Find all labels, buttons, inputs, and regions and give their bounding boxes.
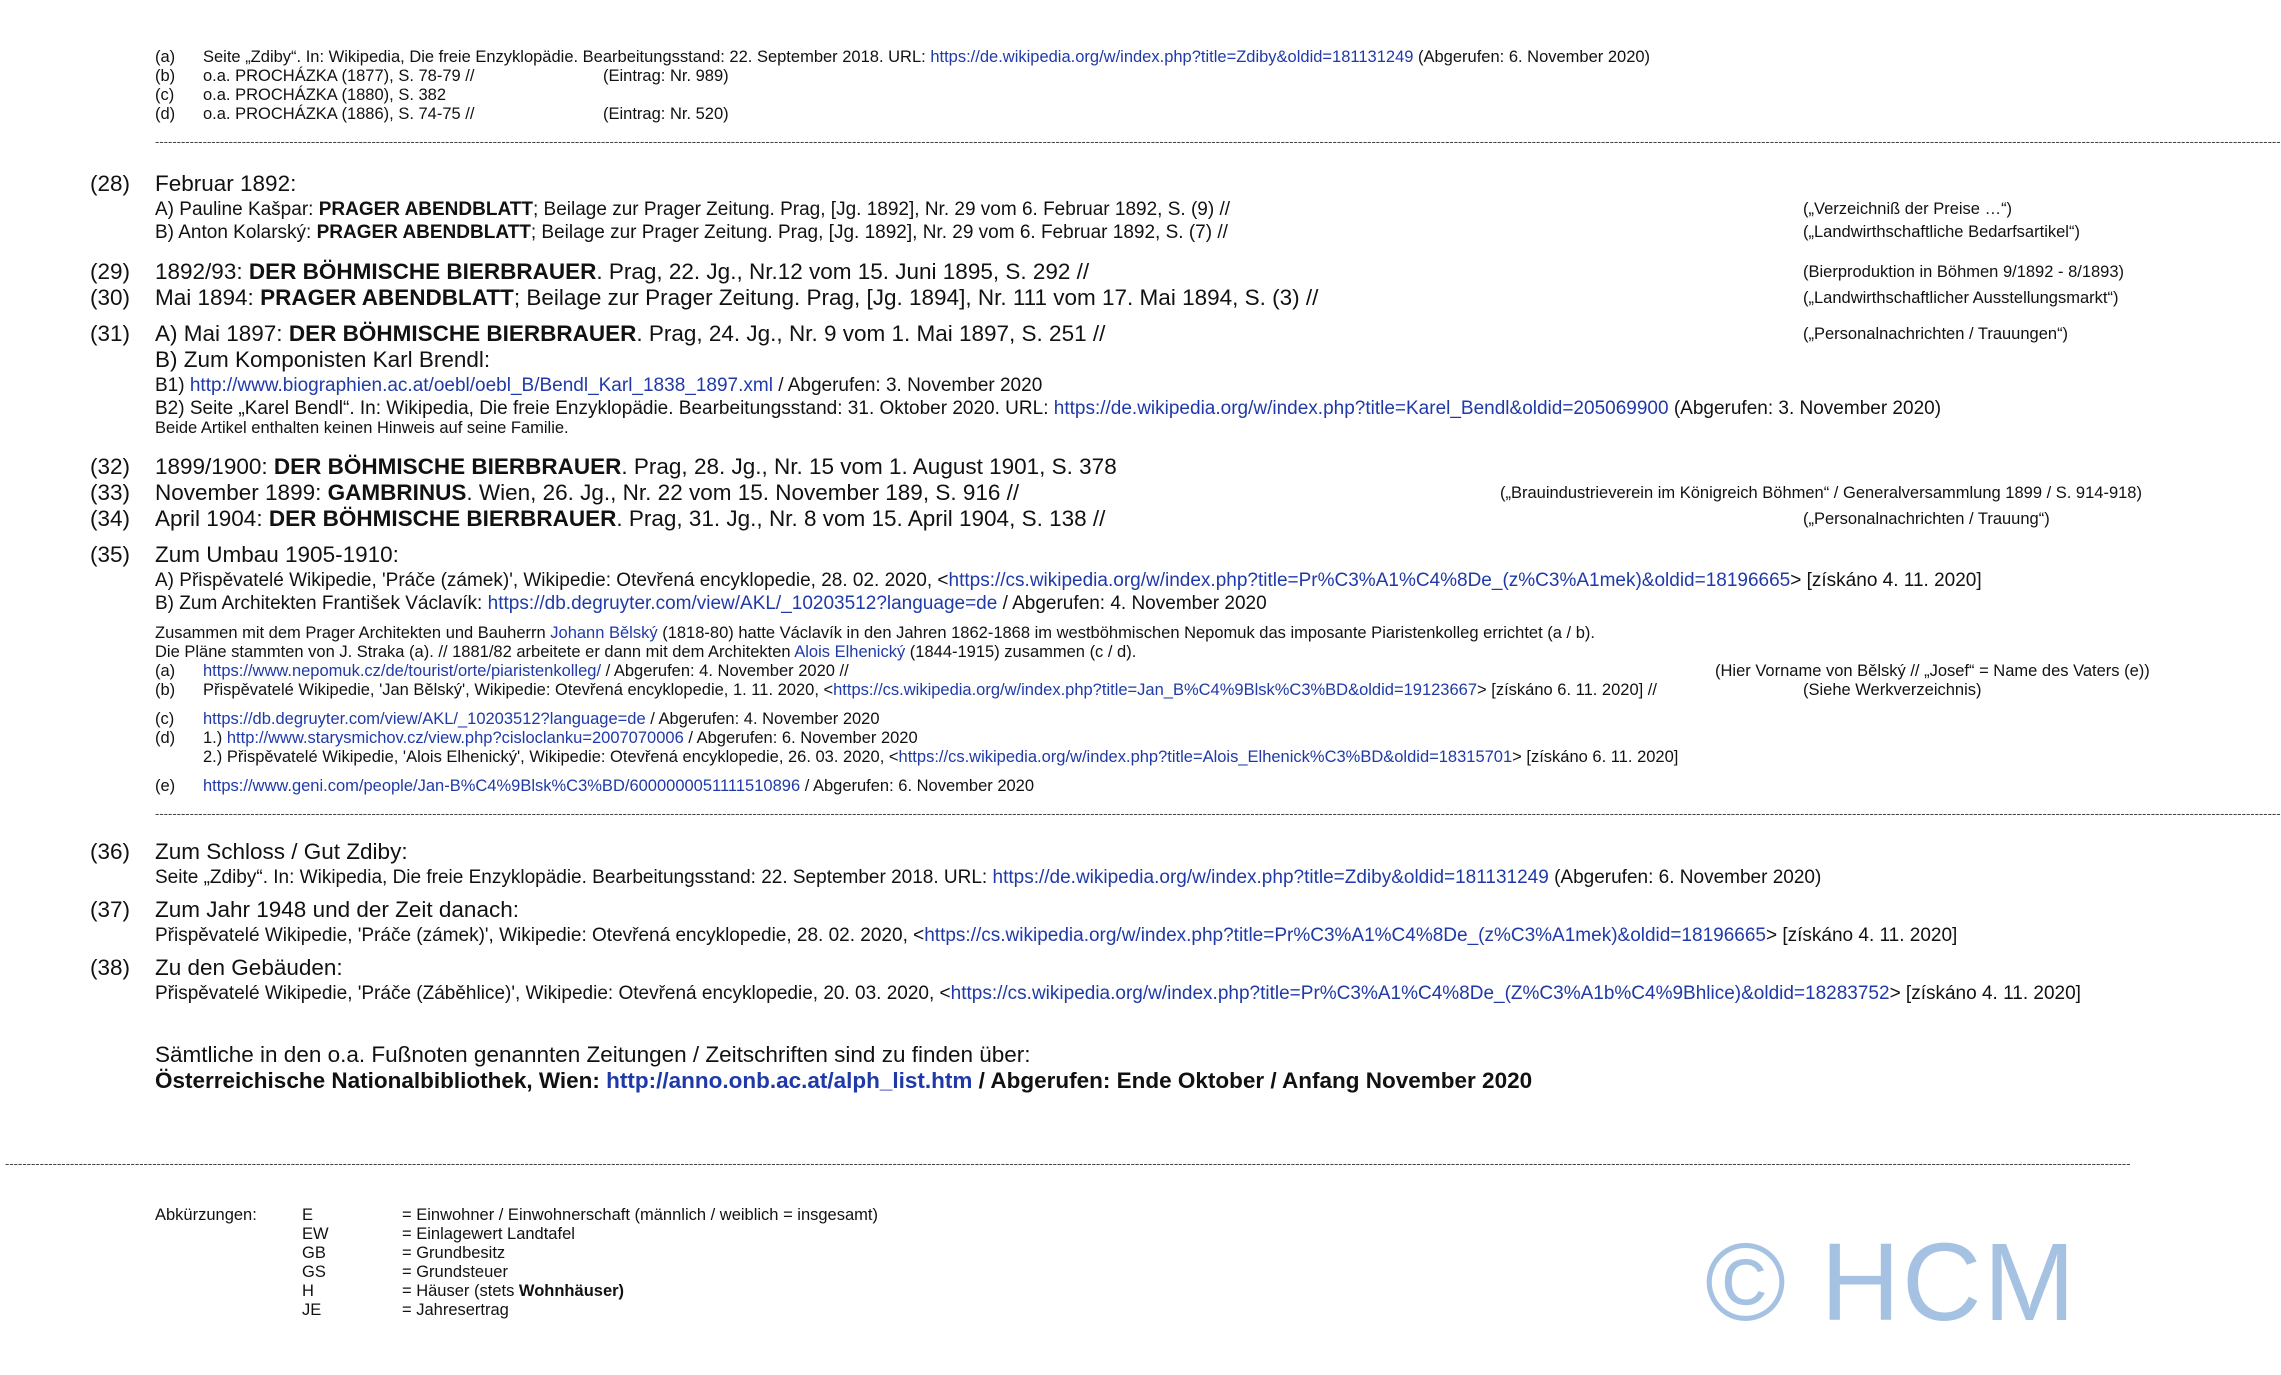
abbr-key: H xyxy=(302,1282,314,1300)
ref-label: (a) xyxy=(155,48,176,66)
footnote-remark: Beide Artikel enthalten keinen Hinweis auf seine Familie. xyxy=(155,419,569,437)
abbr-bold: Wohnhäuser) xyxy=(518,1282,625,1300)
footnote-number: (32) xyxy=(90,454,131,479)
sub-ref-b xyxy=(155,681,1657,700)
footnote-line xyxy=(155,285,1318,311)
ref-text: Seite „Zdiby“. In: Wikipedia, Die freie Enzyklopädie. Bearbeitungsstand: 22. September 2018. URL: xyxy=(203,48,931,66)
footnote-note: („Landwirthschaftliche Bedarfsartikel“) xyxy=(1803,223,2080,241)
text: > [získáno 4. 11. 2020] xyxy=(1889,983,2081,1004)
sub-ref-d2 xyxy=(203,748,1678,767)
footnote-line xyxy=(155,397,1941,420)
abbr-text: = Einwohner / Einwohnerschaft (männlich / weiblich = insgesamt) xyxy=(402,1206,878,1224)
text: 2.) Přispěvatelé Wikipedie, 'Alois Elhenický', Wikipedie: Otevřená encyklopedie, 26. 03. 2020, < xyxy=(203,748,899,766)
text: Die Pläne stammten von J. Straka (a). // 1881/82 arbeitete er dann mit dem Architekten xyxy=(155,643,795,661)
text: B) Anton Kolarský: xyxy=(155,222,317,243)
footnote-number: (38) xyxy=(90,955,131,980)
footnote-line xyxy=(155,221,1228,244)
text: A) Mai 1897: xyxy=(155,321,289,346)
footnote-note: („Landwirthschaftlicher Ausstellungsmarkt“) xyxy=(1803,289,2119,307)
text: / Abgerufen: 3. November 2020 xyxy=(772,375,1043,396)
footnote-note: („Verzeichniß der Preise …“) xyxy=(1803,200,2013,218)
text: > [získáno 6. 11. 2020] xyxy=(1512,748,1679,766)
ref-text: (Abgerufen: 6. November 2020) xyxy=(1413,48,1651,66)
footnote-note: („Brauindustrieverein im Königreich Böhmen“ / Generalversammlung 1899 / S. 914-918) xyxy=(1500,484,2142,502)
person-link[interactable]: Alois Elhenický xyxy=(794,643,906,661)
top-ref-d-entry: (Eintrag: Nr. 520) xyxy=(603,105,729,123)
footnote-number: (29) xyxy=(90,259,131,284)
text: > [získáno 6. 11. 2020] // xyxy=(1477,681,1657,699)
sub-ref-e xyxy=(155,777,1034,796)
text: > [získáno 4. 11. 2020] xyxy=(1790,570,1982,591)
sub-ref-a xyxy=(155,662,849,681)
top-ref-d xyxy=(155,105,474,124)
footnote-paragraph xyxy=(155,624,1595,643)
sub-ref-d xyxy=(155,729,918,748)
footnote-heading: Zum Schloss / Gut Zdiby: xyxy=(155,839,408,864)
text: B) Zum Architekten František Václavík: xyxy=(155,593,488,614)
reference-link[interactable]: https://db.degruyter.com/view/AKL/_10203512?language=de xyxy=(203,710,646,728)
text: / Abgerufen: 4. November 2020 xyxy=(997,593,1267,614)
reference-link[interactable]: https://cs.wikipedia.org/w/index.php?title=Pr%C3%A1%C4%8De_(z%C3%A1mek)&oldid=18196665 xyxy=(948,570,1791,591)
footnote-number: (30) xyxy=(90,285,131,310)
abbr-key: JE xyxy=(302,1301,322,1319)
top-ref-c xyxy=(155,86,446,105)
ref-text: o.a. PROCHÁZKA (1880), S. 382 xyxy=(203,86,447,104)
text: . Prag, 22. Jg., Nr.12 vom 15. Juni 1895, S. 292 // xyxy=(596,259,1090,284)
abbreviations-title: Abkürzungen: xyxy=(155,1206,257,1224)
text: (Abgerufen: 6. November 2020) xyxy=(1548,867,1822,888)
divider-line: ----------------------------------------------------------------------------------------------------------------------------------------------------------------------------------------------------------------------------------------------------------------------------------------------------------------------------------------------------------------------------------------------------------------------------------------------------------------------------------------------------------- xyxy=(155,806,2281,821)
sources-line xyxy=(155,1068,1532,1094)
footnote-number: (36) xyxy=(90,839,131,864)
abbr-text: = Jahresertrag xyxy=(402,1301,509,1319)
abbr-text: = Grundbesitz xyxy=(402,1244,506,1262)
abbr-text: = Grundsteuer xyxy=(402,1263,508,1281)
footnote-line xyxy=(155,866,1821,889)
footnote-heading: Zum Jahr 1948 und der Zeit danach: xyxy=(155,897,519,922)
text: Přispěvatelé Wikipedie, 'Práče (Záběhlice)', Wikipedie: Otevřená encyklopedie, 20. 03. 2020, < xyxy=(155,983,951,1004)
ref-label: (b) xyxy=(155,681,176,699)
footnote-number: (35) xyxy=(90,542,131,567)
text: Zusammen mit dem Prager Architekten und Bauherrn xyxy=(155,624,551,642)
text: . Prag, 31. Jg., Nr. 8 vom 15. April 1904, S. 138 // xyxy=(616,506,1106,531)
text: Seite „Zdiby“. In: Wikipedia, Die freie Enzyklopädie. Bearbeitungsstand: 22. September 2018. URL: xyxy=(155,867,993,888)
footnote-line xyxy=(155,259,1089,285)
ref-label: (d) xyxy=(155,729,176,747)
text: / Abgerufen: 6. November 2020 xyxy=(683,729,918,747)
reference-link[interactable]: https://db.degruyter.com/view/AKL/_10203512?language=de xyxy=(487,593,998,614)
newspaper-title: DER BÖHMISCHE BIERBRAUER xyxy=(248,259,597,284)
text: ; Beilage zur Prager Zeitung. Prag, [Jg. 1892], Nr. 29 vom 6. Februar 1892, S. (7) // xyxy=(530,222,1228,243)
text: April 1904: xyxy=(155,506,269,531)
abbr-key: GB xyxy=(302,1244,326,1262)
newspaper-title: GAMBRINUS xyxy=(327,480,467,505)
footnote-subheading: B) Zum Komponisten Karl Brendl: xyxy=(155,347,491,372)
sub-ref-c xyxy=(155,710,880,729)
newspaper-title: DER BÖHMISCHE BIERBRAUER xyxy=(273,454,622,479)
abbreviation-item xyxy=(302,1244,505,1263)
ref-label: (e) xyxy=(155,777,176,795)
footnote-line xyxy=(155,321,1105,347)
footnote-number: (31) xyxy=(90,321,131,346)
text: . Prag, 28. Jg., Nr. 15 vom 1. August 1901, S. 378 xyxy=(621,454,1117,479)
abbr-text: = Häuser (stets xyxy=(402,1282,519,1300)
text: / Abgerufen: Ende Oktober / Anfang November 2020 xyxy=(972,1068,1533,1093)
abbreviation-item xyxy=(302,1301,509,1320)
top-ref-b-entry: (Eintrag: Nr. 989) xyxy=(603,67,729,85)
sources-note: Sämtliche in den o.a. Fußnoten genannten Zeitungen / Zeitschriften sind zu finden über: xyxy=(155,1042,1031,1067)
text: Přispěvatelé Wikipedie, 'Jan Bělský', Wikipedie: Otevřená encyklopedie, 1. 11. 2020, < xyxy=(203,681,834,699)
footnote-heading: Zum Umbau 1905-1910: xyxy=(155,542,399,567)
text: > [získáno 4. 11. 2020] xyxy=(1765,925,1958,946)
reference-link[interactable]: http://www.biographien.ac.at/oebl/oebl_B/Bendl_Karl_1838_1897.xml xyxy=(189,375,773,396)
footnote-note: („Personalnachrichten / Trauungen“) xyxy=(1803,325,2069,343)
footnote-line xyxy=(155,198,1230,221)
reference-link[interactable]: https://de.wikipedia.org/w/index.php?title=Karel_Bendl&oldid=205069900 xyxy=(1053,398,1669,419)
text: / Abgerufen: 4. November 2020 xyxy=(645,710,880,728)
newspaper-title: DER BÖHMISCHE BIERBRAUER xyxy=(268,506,617,531)
footnote-line xyxy=(155,982,2081,1005)
footnote-number: (34) xyxy=(90,506,131,531)
text: (Abgerufen: 3. November 2020) xyxy=(1668,398,1942,419)
text: 1892/93: xyxy=(155,259,249,284)
reference-link[interactable]: https://cs.wikipedia.org/w/index.php?title=Pr%C3%A1%C4%8De_(Z%C3%A1b%C4%9Bhlice)&oldid=18283752 xyxy=(950,983,1890,1004)
ref-label: (d) xyxy=(155,105,176,123)
text: A) Přispěvatelé Wikipedie, 'Práče (zámek)', Wikipedie: Otevřená encyklopedie, 28. 02. 2020, < xyxy=(155,570,949,591)
footnote-line xyxy=(155,374,1042,397)
ref-label: (c) xyxy=(155,86,175,104)
footnote-line xyxy=(155,480,1019,506)
divider-line: ----------------------------------------------------------------------------------------------------------------------------------------------------------------------------------------------------------------------------------------------------------------------------------------------------------------------------------------------------------------------------------------------------------------------------------------------------------------------------------------------------------- xyxy=(155,134,2281,149)
ref-label: (b) xyxy=(155,67,176,85)
reference-link[interactable]: http://www.starysmichov.cz/view.php?cisloclanku=2007070006 xyxy=(226,729,684,747)
footnote-number: (37) xyxy=(90,897,131,922)
newspaper-title: PRAGER ABENDBLATT xyxy=(316,222,531,243)
person-link[interactable]: Johann Bělský xyxy=(550,624,658,642)
ref-link[interactable]: https://de.wikipedia.org/w/index.php?title=Zdiby&oldid=181131249 xyxy=(930,48,1414,66)
text: Přispěvatelé Wikipedie, 'Práče (zámek)', Wikipedie: Otevřená encyklopedie, 28. 02. 2020, < xyxy=(155,925,925,946)
reference-link[interactable]: https://cs.wikipedia.org/w/index.php?title=Alois_Elhenick%C3%BD&oldid=18315701 xyxy=(898,748,1513,766)
top-ref-a xyxy=(155,48,1650,67)
text: / Abgerufen: 4. November 2020 // xyxy=(601,662,849,680)
footnote-number: (33) xyxy=(90,480,131,505)
ref-label: (a) xyxy=(155,662,176,680)
ref-text: o.a. PROCHÁZKA (1877), S. 78-79 // xyxy=(203,67,475,85)
abbreviation-item xyxy=(302,1225,575,1244)
ref-text: o.a. PROCHÁZKA (1886), S. 74-75 // xyxy=(203,105,475,123)
footnote-line xyxy=(155,454,1117,480)
reference-link[interactable]: https://de.wikipedia.org/w/index.php?title=Zdiby&oldid=181131249 xyxy=(992,867,1549,888)
footnote-note: (Siehe Werkverzeichnis) xyxy=(1803,681,1982,699)
abbr-key: GS xyxy=(302,1263,326,1281)
newspaper-title: PRAGER ABENDBLATT xyxy=(318,199,533,220)
abbr-key: E xyxy=(302,1206,314,1224)
text: 1899/1900: xyxy=(155,454,274,479)
footnote-line xyxy=(155,569,1982,592)
abbr-text: = Einlagewert Landtafel xyxy=(402,1225,575,1243)
anno-link[interactable]: http://anno.onb.ac.at/alph_list.htm xyxy=(606,1068,973,1093)
reference-link[interactable]: https://www.geni.com/people/Jan-B%C4%9Blsk%C3%BD/6000000051111510896 xyxy=(203,777,801,795)
copyright-watermark: © HCM xyxy=(1705,1221,2078,1344)
reference-link[interactable]: https://cs.wikipedia.org/w/index.php?title=Jan_B%C4%9Blsk%C3%BD&oldid=19123667 xyxy=(833,681,1478,699)
text: (1844-1915) zusammen (c / d). xyxy=(905,643,1137,661)
newspaper-title: DER BÖHMISCHE BIERBRAUER xyxy=(288,321,637,346)
reference-link[interactable]: https://www.nepomuk.cz/de/tourist/orte/piaristenkolleg/ xyxy=(203,662,602,680)
text: . Wien, 26. Jg., Nr. 22 vom 15. November 189, S. 916 // xyxy=(466,480,1020,505)
footnote-line xyxy=(155,506,1105,532)
text: November 1899: xyxy=(155,480,328,505)
text: Mai 1894: xyxy=(155,285,261,310)
abbreviation-item xyxy=(302,1282,624,1301)
text: . Prag, 24. Jg., Nr. 9 vom 1. Mai 1897, S. 251 // xyxy=(636,321,1106,346)
footnote-paragraph xyxy=(155,643,1136,662)
footnote-line xyxy=(155,924,1957,947)
text: ; Beilage zur Prager Zeitung. Prag, [Jg. 1894], Nr. 111 vom 17. Mai 1894, S. (3) // xyxy=(513,285,1319,310)
newspaper-title: PRAGER ABENDBLATT xyxy=(260,285,514,310)
text: / Abgerufen: 6. November 2020 xyxy=(800,777,1035,795)
footnote-heading: Februar 1892: xyxy=(155,171,297,196)
text: B2) Seite „Karel Bendl“. In: Wikipedia, Die freie Enzyklopädie. Bearbeitungsstand: 31. Oktober 2020. URL: xyxy=(155,398,1054,419)
text: B1) xyxy=(155,375,190,396)
footnote-note: (Hier Vorname von Bělský // „Josef“ = Name des Vaters (e)) xyxy=(1715,662,2150,680)
text: ; Beilage zur Prager Zeitung. Prag, [Jg. 1892], Nr. 29 vom 6. Februar 1892, S. (9) // xyxy=(532,199,1231,220)
text: (1818-80) hatte Václavík in den Jahren 1862-1868 im westböhmischen Nepomuk das imposante Piaristenkolleg errichtet (a / b). xyxy=(657,624,1595,642)
footnote-line xyxy=(155,592,1267,615)
page-divider: ----------------------------------------------------------------------------------------------------------------------------------------------------------------------------------------------------------------------------------------------------------------------------------------------------------------------------------------------------------------------------------------------------------------------------------------------------------------------------------------------------------- xyxy=(5,1156,2131,1171)
text: A) Pauline Kašpar: xyxy=(155,199,319,220)
text: Österreichische Nationalbibliothek, Wien: xyxy=(155,1068,607,1093)
footnote-number: (28) xyxy=(90,171,131,196)
footnote-heading: Zu den Gebäuden: xyxy=(155,955,343,980)
reference-link[interactable]: https://cs.wikipedia.org/w/index.php?title=Pr%C3%A1%C4%8De_(z%C3%A1mek)&oldid=18196665 xyxy=(924,925,1766,946)
top-ref-b xyxy=(155,67,474,86)
ref-label: (c) xyxy=(155,710,175,728)
footnote-note: („Personalnachrichten / Trauung“) xyxy=(1803,510,2050,528)
abbreviation-item xyxy=(302,1263,508,1282)
text: 1.) xyxy=(203,729,227,747)
abbreviation-item xyxy=(302,1206,878,1225)
abbr-key: EW xyxy=(302,1225,329,1243)
footnote-note: (Bierproduktion in Böhmen 9/1892 - 8/1893) xyxy=(1803,263,2125,281)
